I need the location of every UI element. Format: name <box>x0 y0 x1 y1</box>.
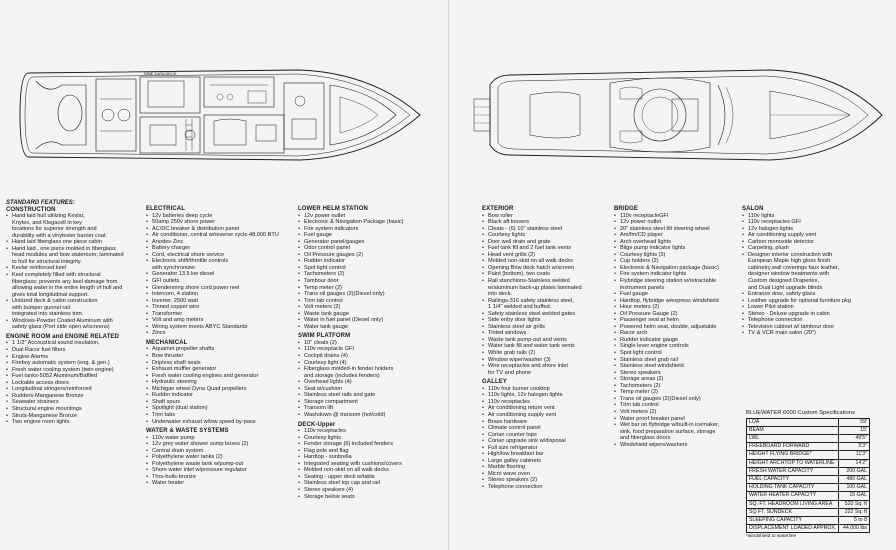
list-item: • Tachometers (2) <box>298 271 446 278</box>
engine-room-list <box>6 340 144 425</box>
list-item: • Seawater strainers <box>6 399 144 406</box>
list-item: • 110v receptacle GFI <box>298 346 446 353</box>
table-row <box>747 525 870 533</box>
list-item: • Trim tab control <box>614 402 740 409</box>
list-item: • 12v halogen lights <box>742 226 892 233</box>
water-waste-list <box>146 435 296 487</box>
spec-value: 14'2" <box>839 459 870 467</box>
list-item: • Hand laid , one piece molded in fiberglass head modules and bow stateroom; laminated to hull for structural integrity. <box>6 246 144 266</box>
list-item: • Longitudinal stringers/reinforced <box>6 386 144 393</box>
list-item: • Electronic & Navigation Package (basic) <box>298 219 446 226</box>
spec-table-title: BLUEWATER 6000 Custom Specifications <box>746 410 855 416</box>
list-item: • 12v power outlet <box>614 219 740 226</box>
list-item: • Fire system indicator lights <box>614 271 740 278</box>
list-item: • Battery charger <box>146 245 296 252</box>
list-item: • Paint (bottom), two coats <box>482 271 612 278</box>
section-heading: ENGINE ROOM and ENGINE RELATED <box>6 333 119 340</box>
standard-features-title: STANDARD FEATURES: <box>6 200 75 206</box>
list-item: • Leather upgrade for optional furniture pkg <box>742 298 892 305</box>
spec-value: 59' <box>839 418 870 426</box>
list-item: • Structural engine mountings <box>6 406 144 413</box>
list-item: • Hand laid fiberglass one piece cabin <box>6 239 144 246</box>
standard-features-column <box>6 200 144 426</box>
list-item: • Zincs <box>146 330 296 337</box>
list-item: • Stereo speakers (4) <box>298 487 446 494</box>
list-item: • Large galley cabinets <box>482 458 612 465</box>
list-item: • Volt meters (2) <box>298 304 446 311</box>
water-waste-section <box>146 428 296 487</box>
swim-platform-section <box>298 333 446 418</box>
list-item: • Passenger seat at helm <box>614 317 740 324</box>
list-item: • Glendenning shore cord power reel <box>146 285 296 292</box>
list-item: • Bilge pump indicator lights <box>614 245 740 252</box>
list-item: • Tinted windows <box>482 330 612 337</box>
spec-value: 480 GAL <box>839 475 870 483</box>
list-item: • Dripless shaft seals <box>146 360 296 367</box>
list-item: • Oil Pressure Gauge (2) <box>614 311 740 318</box>
list-item: • Bow thruster <box>146 353 296 360</box>
list-item: • Transom lift <box>298 405 446 412</box>
list-item: • Entrance door, safety glass <box>742 291 892 298</box>
list-item: • Carbon monoxide detector <box>742 239 892 246</box>
list-item: • Cockpit drains (4) <box>298 353 446 360</box>
lower-helm-section <box>298 206 446 330</box>
list-item: • Volt and amp meters <box>146 317 296 324</box>
exterior-column <box>482 206 612 491</box>
list-item: • GFI outlets <box>146 278 296 285</box>
list-item: • Arch overhead lights <box>614 239 740 246</box>
list-item: • Full size refrigerator <box>482 445 612 452</box>
spec-value: 49'5" <box>839 434 870 442</box>
galley-list <box>482 386 612 491</box>
list-item: • Stainless steel rails and gate <box>298 392 446 399</box>
spec-value: 520 Sq. ft <box>839 500 870 508</box>
section-heading: DECK-Upper <box>298 421 336 428</box>
list-item: • Michigan wheel Dyna Quad propellers <box>146 386 296 393</box>
list-item: • Carpeting, plush <box>742 245 892 252</box>
list-item: • Hardtop, flybridge w/express windshield <box>614 298 740 305</box>
list-item: • 110v water pump <box>146 435 296 442</box>
list-item: • Generator panel/gauges <box>298 239 446 246</box>
list-item: • Corian upgrade sink w/disposal <box>482 438 612 445</box>
list-item: • Underwater exhaust w/low speed by-pass <box>146 419 296 426</box>
list-item: • Polyethylene water tanks (2) <box>146 454 296 461</box>
list-item: • Aquamet propeller shafts <box>146 346 296 353</box>
list-item: • Black aft louvers <box>482 219 612 226</box>
spec-label: HEIGHT ARCHTOP TO WATERLINE <box>747 459 839 467</box>
section-heading: SALON <box>742 206 764 212</box>
spec-value: 200 GAL <box>839 467 870 475</box>
list-item: • Cord, electrical shore service <box>146 252 296 259</box>
list-item: • Hardtop - sunbrella <box>298 454 446 461</box>
list-item: • Seating - upper deck w/table <box>298 474 446 481</box>
list-item: • Rudder indicator <box>298 258 446 265</box>
list-item: • Overhead lights (4) <box>298 379 446 386</box>
list-item: • Fuel tanks-5052 Aluminum/Baffled <box>6 373 144 380</box>
list-item: • 1 1/2" Accoustical sound insulation, <box>6 340 144 347</box>
list-item: • Transformer <box>146 311 296 318</box>
table-row <box>747 484 870 492</box>
spec-value: 5 to 8 <box>839 516 870 524</box>
section-heading: BRIDGE <box>614 206 638 212</box>
list-item: • Courtesy lights <box>482 232 612 239</box>
list-item: • Fuel gauge <box>614 291 740 298</box>
list-item: • Oil Pressure gauges (2) <box>298 252 446 259</box>
spec-value: 15 GAL <box>839 492 870 500</box>
list-item: • Brass hardware <box>482 419 612 426</box>
upper-deck-plan <box>470 55 890 175</box>
list-item: • Shaft spurs <box>146 399 296 406</box>
list-item: • Water tank fill and water tank vents <box>482 343 612 350</box>
spec-footnote: *windshield to waterline <box>746 534 797 540</box>
list-item: • Lower Pilot station <box>742 304 892 311</box>
list-item: • Storage below seats <box>298 494 446 501</box>
list-item: • Corian counter tops <box>482 432 612 439</box>
spec-table <box>746 418 870 534</box>
table-row <box>747 459 870 467</box>
mechanical-section <box>146 340 296 425</box>
list-item: • Exhaust muffler generator <box>146 366 296 373</box>
list-item: • Shore water inlet w/pressure regulator <box>146 467 296 474</box>
list-item: • Odor control panel <box>298 245 446 252</box>
list-item: • Windows-Powder Coated Aluminum with safety glass (Port side open w/screens) <box>6 318 144 331</box>
list-item: • Courtesy lights (3) <box>614 252 740 259</box>
list-item: • Wire receptacles and shore inlet for TV and phone <box>482 363 612 376</box>
list-item: • 110v receptacles <box>298 428 446 435</box>
list-item: • Cup holders (2) <box>614 258 740 265</box>
list-item: • Safety stainless steel welded gates <box>482 311 612 318</box>
list-item: • Fuel tank fill and 2 fuel tank vents <box>482 245 612 252</box>
list-item: • Air conditioning supply vent <box>482 412 612 419</box>
list-item: • Opening Bow deck hatch w/screen <box>482 265 612 272</box>
list-item: • Tambour door <box>298 278 446 285</box>
list-item: • Stainless steel windshield <box>614 363 740 370</box>
list-item: • Waste tank gauge <box>298 311 446 318</box>
list-item: • Engine Alarms <box>6 354 144 361</box>
plan-label-aft: SINE DATA DECK <box>144 71 177 76</box>
list-item: • Polyethylene waste tank w/pump-out <box>146 461 296 468</box>
table-row <box>747 516 870 524</box>
list-item: • Unitized deck & cabin construction with bumper gunnel rail integrated into stainless trim. <box>6 298 144 318</box>
spec-label: SLEEPING CAPACITY <box>747 516 839 524</box>
table-row <box>747 508 870 516</box>
list-item: • Storage areas (2) <box>614 376 740 383</box>
list-item: • 110v receptacleGFI <box>614 213 740 220</box>
list-item: • 110v receptacles <box>482 399 612 406</box>
list-item: • Railings-316 safety stainless steel, 1 1/4" welded and buffed. <box>482 298 612 311</box>
deck-upper-section <box>298 422 446 501</box>
list-item: • Fire system indicators <box>298 226 446 233</box>
lower-deck-plan <box>0 55 440 175</box>
deck-upper-list <box>298 428 446 500</box>
spec-value: 222 Sq. ft <box>839 508 870 516</box>
table-row <box>747 443 870 451</box>
salon-column <box>742 206 892 337</box>
list-item: • 110v receptacles GFI <box>742 219 892 226</box>
list-item: • Kevlar reinforced keel <box>6 265 144 272</box>
list-item: • Stereo speakers (2) <box>482 477 612 484</box>
list-item: • Stereo - Deluxe upgrade in cabin <box>742 311 892 318</box>
exterior-section <box>482 206 612 376</box>
list-item: • Lockable access doors <box>6 380 144 387</box>
section-heading: LOWER HELM STATION <box>298 206 368 212</box>
list-item: • Anodes-Zinc <box>146 239 296 246</box>
list-item: • Hour meters (2) <box>614 304 740 311</box>
list-item: • Cleats - (6) 10" stainless steel <box>482 226 612 233</box>
salon-section <box>742 206 892 337</box>
table-row <box>747 500 870 508</box>
list-item: • Water in fuel panel (Diesel only) <box>298 317 446 324</box>
list-item: • Keel completely filled with structural fiberglass; prevents any keel damage from allowing water in the entire length of hull and gives total longitudinal support. <box>6 272 144 298</box>
list-item: • Spot light control <box>298 265 446 272</box>
table-row <box>747 475 870 483</box>
list-item: • Wet bar on flybridge w/built-in icemaker, sink, food preparation surface, storage and fiberglass doors <box>614 422 740 442</box>
list-item: • Flybridge steering station w/retractable instrument panels <box>614 278 740 291</box>
list-item: • Water tank gauge <box>298 324 446 331</box>
spec-label: HEIGHT FLYING BRIDGE* <box>747 451 839 459</box>
spec-value: 100 GAL <box>839 484 870 492</box>
list-item: • Fresh water cooling engines and generator <box>146 373 296 380</box>
section-heading: EXTERIOR <box>482 206 514 212</box>
bridge-section <box>614 206 740 448</box>
construction-list <box>6 213 144 331</box>
bridge-list <box>614 213 740 449</box>
list-item: • Wiring system meets ABYC Standards <box>146 324 296 331</box>
list-item: • Air conditioning supply vent <box>742 232 892 239</box>
list-item: • Molded non-skid on all walk decks <box>482 258 612 265</box>
list-item: • Hand laid hull utilizing Kevlar, Knytex, and Klegacell in key locations for superior strength and durability with a vinylester barrier coat. <box>6 213 144 239</box>
section-heading: CONSTRUCTION <box>6 206 56 213</box>
list-item: • Stainless steel air grills <box>482 324 612 331</box>
spec-table-block <box>746 410 870 541</box>
list-item: • 110v four burner cooktop <box>482 386 612 393</box>
table-row <box>747 434 870 442</box>
list-item: • Inverter, 2500 watt <box>146 298 296 305</box>
list-item: • Electronic shift/throttle controls with synchronizer <box>146 258 296 271</box>
spec-label: LOA <box>747 418 839 426</box>
spec-label: SQ FT. SUNDECK <box>747 508 839 516</box>
list-item: • Water heater <box>146 480 296 487</box>
list-item: • Spot light control <box>614 350 740 357</box>
salon-list <box>742 213 892 337</box>
list-item: • Trim tab control <box>298 298 446 305</box>
list-item: • Trans oil gauges (2)(Diesel only) <box>298 291 446 298</box>
table-row <box>747 492 870 500</box>
list-item: • Window wiper/washer (3) <box>482 357 612 364</box>
list-item: • 50amp 250v shore power <box>146 219 296 226</box>
section-heading: MECHANICAL <box>146 339 188 346</box>
list-item: • AC/DC breaker & distribution panel <box>146 226 296 233</box>
list-item: • 110v lights <box>742 213 892 220</box>
bridge-column <box>614 206 740 448</box>
list-item: • Central drain system <box>146 448 296 455</box>
list-item: • Am/fm/CD player <box>614 232 740 239</box>
spec-value: 5'3" <box>839 443 870 451</box>
list-item: • Designer interior construction with European Maple high gloss finish cabinetry,wall coverings faux leather, designer window treatments with Custom designed Draperies, and Dual Light upgrade blinds <box>742 252 892 291</box>
list-item: • Side entry door lights <box>482 317 612 324</box>
electrical-column <box>146 206 296 487</box>
spec-value: 15' <box>839 426 870 434</box>
list-item: • Generator 13.5 kw diesel <box>146 271 296 278</box>
spec-label: BEAM <box>747 426 839 434</box>
spec-label: SQ. FT. HEADROOM LIVING AREA <box>747 500 839 508</box>
list-item: • Storage compartment <box>298 399 446 406</box>
list-item: • Marble flooring <box>482 464 612 471</box>
list-item: • Hydraulic steering <box>146 379 296 386</box>
list-item: • Waste tank pump-out and vents <box>482 337 612 344</box>
spec-label: FUEL CAPACITY <box>747 475 839 483</box>
list-item: • 12v power outlet <box>298 213 446 220</box>
list-item: • 20" stainless steel tilt steering wheel <box>614 226 740 233</box>
table-row <box>747 467 870 475</box>
list-item: • Integrated seating with cushions/covers <box>298 461 446 468</box>
list-item: • Micro wave oven <box>482 471 612 478</box>
list-item: • White grab rails (2) <box>482 350 612 357</box>
list-item: • 110v lights, 12v halogen lights <box>482 392 612 399</box>
spec-label: FREEBOARD FORWARD <box>747 443 839 451</box>
list-item: • Fresh water cooling system (twin engine) <box>6 367 144 374</box>
list-item: • Two engine room lights <box>6 419 144 426</box>
list-item: • Dual Racor fuel filters <box>6 347 144 354</box>
list-item: • Molded non-skid on all walk decks <box>298 467 446 474</box>
galley-section <box>482 379 612 490</box>
page-fold <box>448 0 449 550</box>
engine-room-section <box>6 334 144 426</box>
list-item: • Courtesy light (4) <box>298 360 446 367</box>
table-row <box>747 451 870 459</box>
list-item: • Rudders-Manganese Bronze <box>6 393 144 400</box>
list-item: • Air conditioning return vent <box>482 405 612 412</box>
section-heading: SWIM PLATFORM <box>298 333 351 340</box>
list-item: • Struts-Manganese Bronze <box>6 413 144 420</box>
list-item: • Intercom, 4 station <box>146 291 296 298</box>
construction-section <box>6 207 144 331</box>
section-heading: WATER & WASTE SYSTEMS <box>146 428 229 435</box>
list-item: • Rudder indicator <box>146 392 296 399</box>
list-item: • Climate control panel <box>482 425 612 432</box>
exterior-list <box>482 213 612 377</box>
swim-platform-list <box>298 340 446 419</box>
list-item: • High/low breakfast bar <box>482 451 612 458</box>
list-item: • Thru-hulls-bronze <box>146 474 296 481</box>
list-item: • 12v grey water shower sump boxes (2) <box>146 441 296 448</box>
list-item: • Seat w/cushion <box>298 386 446 393</box>
list-item: • Telephone connection <box>482 484 612 491</box>
table-row <box>747 418 870 426</box>
helm-column <box>298 206 446 500</box>
list-item: • Fuel gauge <box>298 232 446 239</box>
list-item: • Rail stanchions-Stainless welded w/aluminum back-up plates laminated into deck. <box>482 278 612 298</box>
list-item: • Rudder indicator gauge <box>614 337 740 344</box>
spec-value: 11'3" <box>839 451 870 459</box>
list-item: • Spotlight (dual station) <box>146 405 296 412</box>
list-item: • Volt meters (2) <box>614 409 740 416</box>
list-item: • Single lever engine controls <box>614 343 740 350</box>
section-heading: ELECTRICAL <box>146 206 185 212</box>
list-item: • Stereo speakers <box>614 370 740 377</box>
list-item: • Courtesy lights <box>298 435 446 442</box>
list-item: • Stainless steel top cap and rail <box>298 480 446 487</box>
electrical-list <box>146 213 296 337</box>
lower-helm-list <box>298 213 446 331</box>
list-item: • Fiberglass molded-in fender holders and storage (includes fenders) <box>298 366 446 379</box>
spec-label: WATER HEATER CAPACITY <box>747 492 839 500</box>
table-row <box>747 426 870 434</box>
list-item: • Temp meter (2) <box>298 285 446 292</box>
list-item: • Temp meter (2) <box>614 389 740 396</box>
list-item: • Washdown @ transom (hot/cold) <box>298 412 446 419</box>
list-item: • Flag pole and flag <box>298 448 446 455</box>
spec-label: DISPLACEMENT LOADED APPROX. <box>747 525 839 533</box>
list-item: • Fireboy automatic system (eng. & gen.) <box>6 360 144 367</box>
list-item: • Tinned copper wire <box>146 304 296 311</box>
list-item: • Bow roller <box>482 213 612 220</box>
list-item: • 10" cleats (2) <box>298 340 446 347</box>
list-item: • Head vent grills (2) <box>482 252 612 259</box>
list-item: • Television cabinet w/ tambour door <box>742 324 892 331</box>
list-item: • Racor arch <box>614 330 740 337</box>
list-item: • Windshield wipers/washers <box>614 442 740 449</box>
spec-label: LWL <box>747 434 839 442</box>
spec-label: HOLDING TANK CAPACITY <box>747 484 839 492</box>
list-item: • 12v batteries deep cycle <box>146 213 296 220</box>
list-item: • Air conditioner, central w/reverse cycle 48,000 BTU <box>146 232 296 239</box>
list-item: • Powered helm seat, double, adjustable <box>614 324 740 331</box>
spec-value: 44,000 lbs <box>839 525 870 533</box>
list-item: • Tachometers (2) <box>614 383 740 390</box>
electrical-section <box>146 206 296 337</box>
list-item: • Water proof breaker panel <box>614 416 740 423</box>
list-item: • Telephone connection <box>742 317 892 324</box>
list-item: • TV & VCR main salon (20") <box>742 330 892 337</box>
list-item: • Fender storage (6) included fenders <box>298 441 446 448</box>
list-item: • Trim tabs <box>146 412 296 419</box>
list-item: • Stainless steel grab rail <box>614 357 740 364</box>
mechanical-list <box>146 346 296 425</box>
spec-label: FRESH WATER CAPACITY <box>747 467 839 475</box>
list-item: • Door well drain and grate <box>482 239 612 246</box>
section-heading: GALLEY <box>482 379 507 386</box>
list-item: • Trans oil gauges (2)(Diesel only) <box>614 396 740 403</box>
list-item: • Electronic & Navigation package (basic) <box>614 265 740 272</box>
